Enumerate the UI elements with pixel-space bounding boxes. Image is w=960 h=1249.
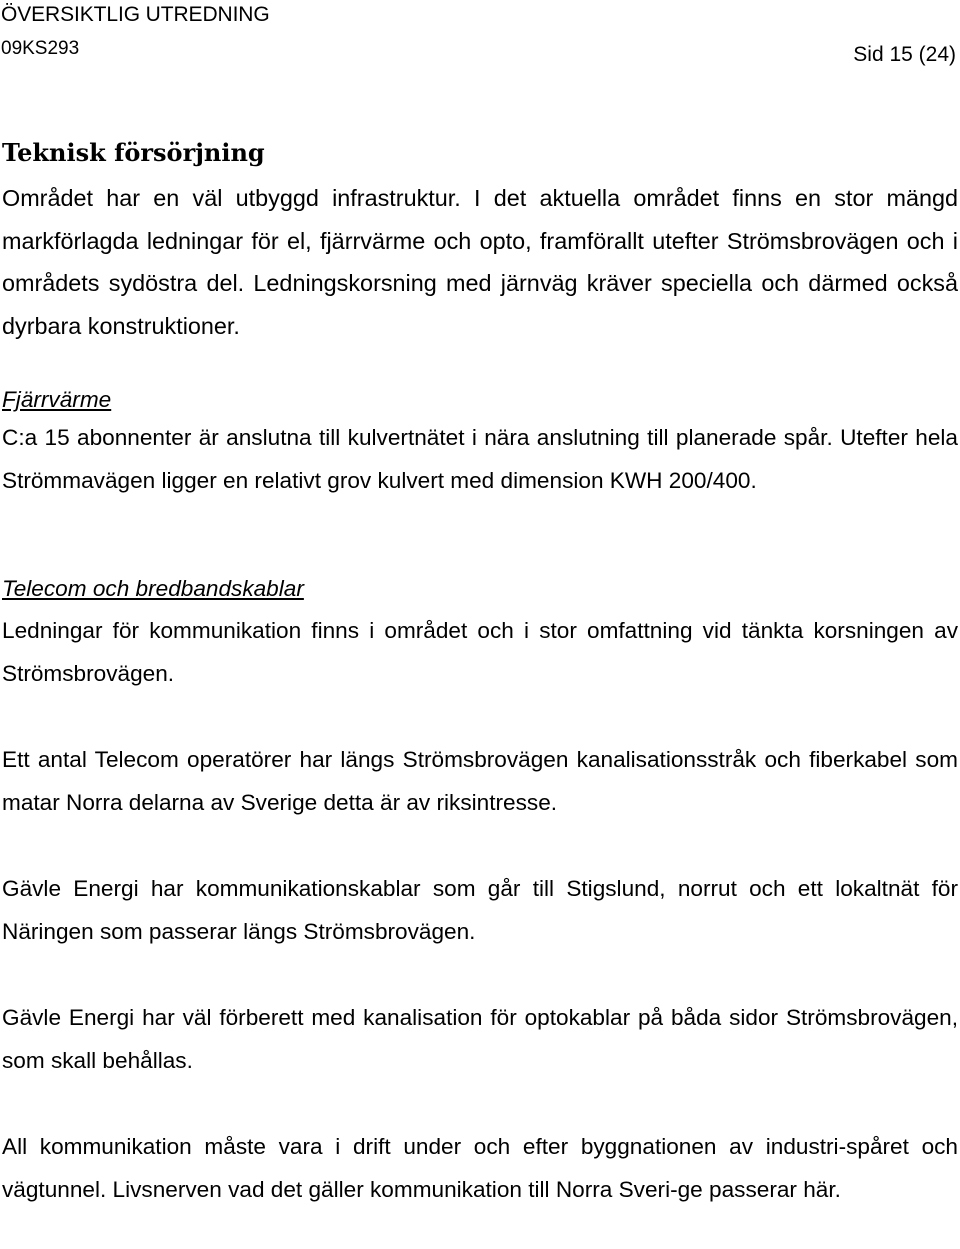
- fjarrvarme-paragraph: C:a 15 abonnenter är anslutna till kulvertnätet i nära anslutning till planerade spår. Utefter hela Strömmavägen ligger en relativt grov kulvert med dimension KWH 200/400.: [2, 425, 958, 493]
- intro-paragraph: Området har en väl utbyggd infrastruktur. I det aktuella området finns en stor mängd markförlagda ledningar för el, fjärrvärme och opto, framförallt utefter Strömsbrovägen och i områdets sydöstra del. Ledningskorsning med järnväg kräver speciella och därmed också dyrbara konstruktioner.: [2, 185, 958, 339]
- page-number: Sid 15 (24): [853, 43, 956, 66]
- document-code: 09KS293: [1, 38, 80, 59]
- section-heading: Teknisk försörjning: [2, 138, 265, 167]
- telecom-heading: Telecom och bredbandskablar: [2, 576, 304, 601]
- telecom-paragraph-2: Ett antal Telecom operatörer har längs Strömsbrovägen kanalisationsstråk och fiberkabel som matar Norra delarna av Sverige detta är av riksintresse.: [2, 747, 958, 815]
- fjarrvarme-heading: Fjärrvärme: [2, 387, 112, 412]
- telecom-paragraph-3: Gävle Energi har kommunikationskablar som går till Stigslund, norrut och ett lokaltnät för Näringen som passerar längs Strömsbrovägen.: [2, 876, 958, 944]
- telecom-paragraph-5: All kommunikation måste vara i drift under och efter byggnationen av industri-spåret och vägtunnel. Livsnerven vad det gäller kommunikation till Norra Sveri-ge passerar här.: [2, 1134, 958, 1202]
- telecom-paragraph-4: Gävle Energi har väl förberett med kanalisation för optokablar på båda sidor Strömsbrovägen, som skall behållas.: [2, 1005, 958, 1073]
- telecom-paragraph-1: Ledningar för kommunikation finns i området och i stor omfattning vid tänkta korsningen av Strömsbrovägen.: [2, 618, 958, 686]
- document-title: ÖVERSIKTLIG UTREDNING: [1, 3, 270, 26]
